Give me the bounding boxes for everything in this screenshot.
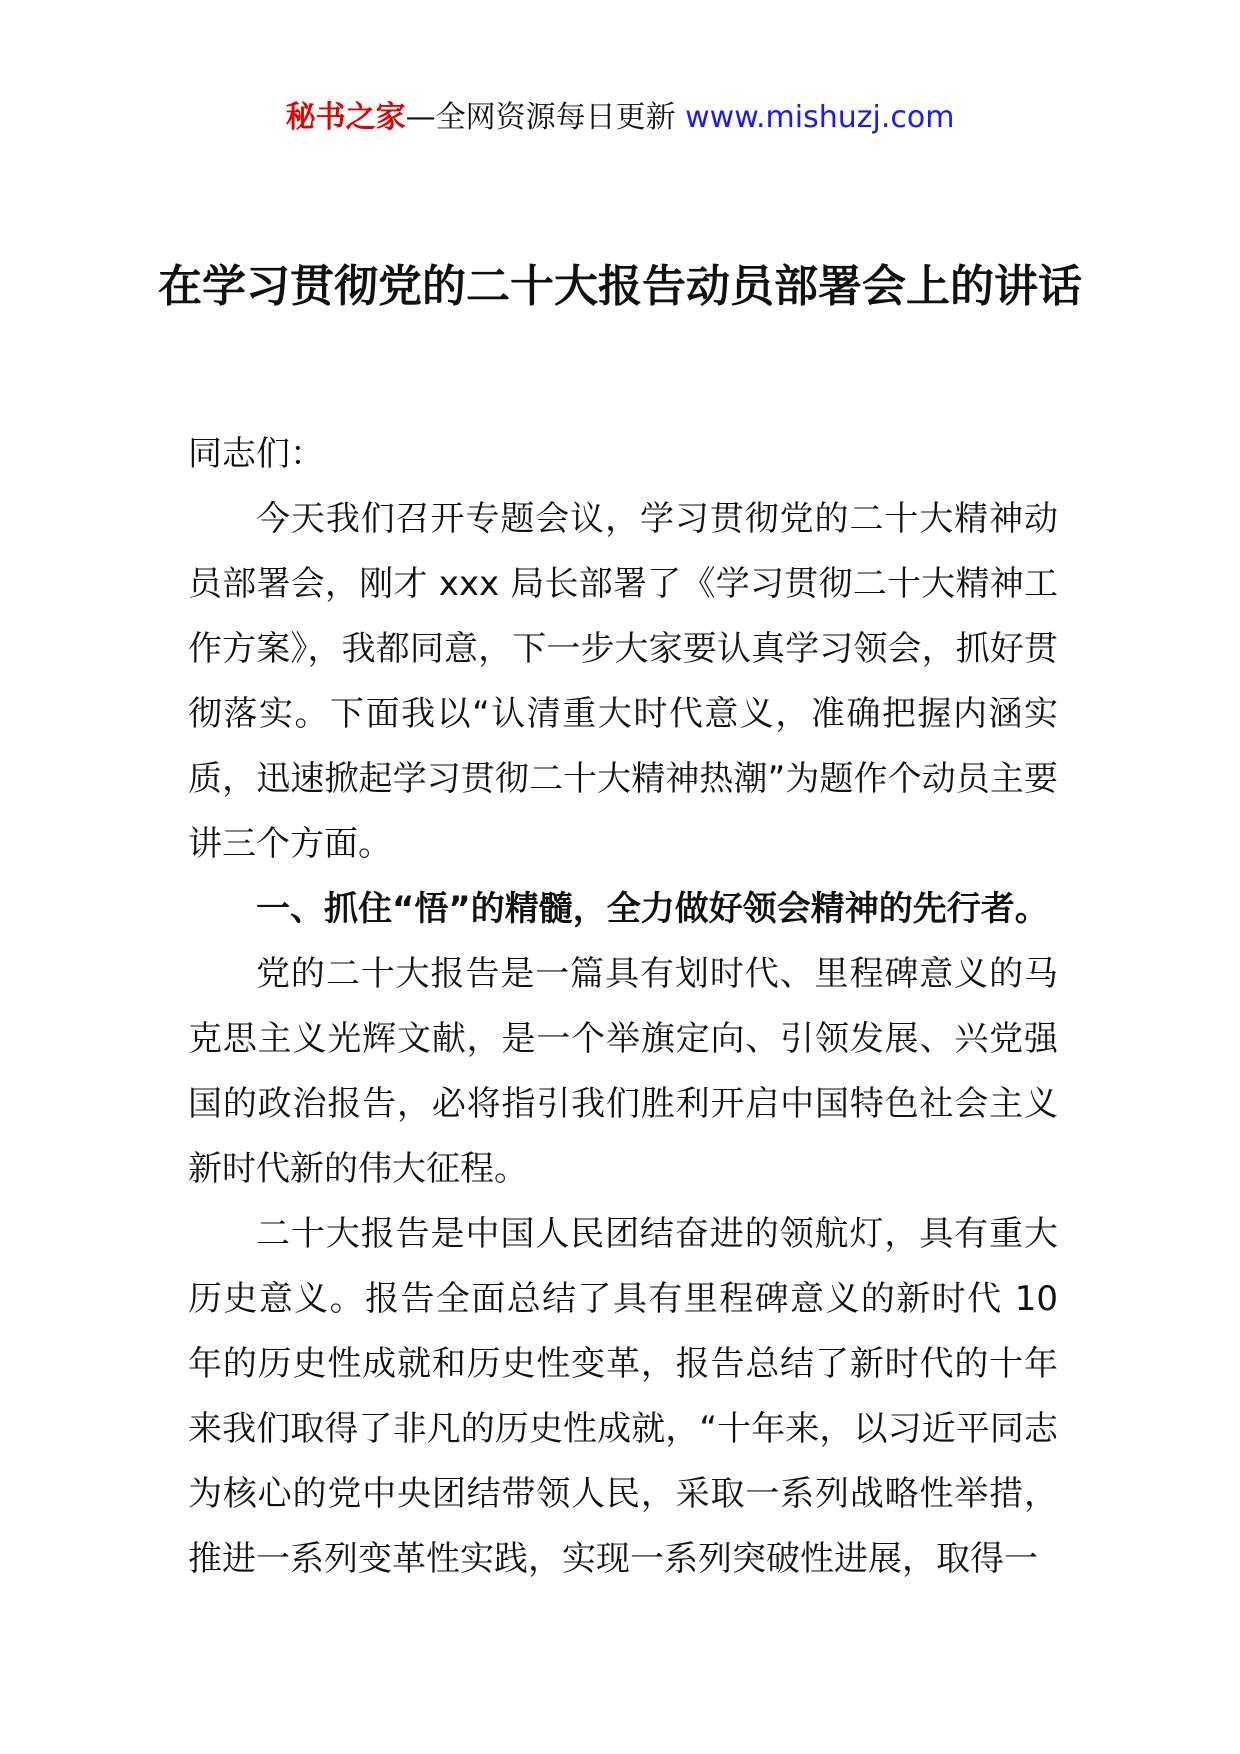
site-url-link[interactable]: www.mishuzj.com xyxy=(685,100,955,135)
salutation: 同志们： xyxy=(188,434,324,474)
paragraph: 党的二十大报告是一篇具有划时代、里程碑意义的马克思主义光辉文献，是一个举旗定向、引领发展、兴党强国的政治报告，必将指引我们胜利开启中国特色社会主义新时代新的伟大征程。 xyxy=(188,954,1058,1189)
section-heading: 一、抓住“悟”的精髓，全力做好领会精神的先行者。 xyxy=(256,889,1049,929)
paragraph: 二十大报告是中国人民团结奋进的领航灯，具有重大历史意义。报告全面总结了具有里程碑意义的新时代 10 年的历史性成就和历史性变革，报告总结了新时代的十年来我们取得了非凡的历史性成就，“十年来，以习近平同志为核心的党中央团结带领人民，采取一系列战略性举措，推进一系列变革性实践，实现一系列突破性进展，取得一 xyxy=(188,1214,1058,1579)
site-header xyxy=(0,98,1240,138)
brand-name: 秘书之家 xyxy=(285,100,406,135)
paragraph: 今天我们召开专题会议，学习贯彻党的二十大精神动员部署会，刚才 xxx 局长部署了《学习贯彻二十大精神工作方案》，我都同意，下一步大家要认真学习领会，抓好贯彻落实。下面我以“认清重大时代意义，准确把握内涵实质，迅速掀起学习贯彻二十大精神热潮”为题作个动员主要讲三个方面。 xyxy=(188,499,1058,864)
site-tagline: —全网资源每日更新 xyxy=(405,100,686,135)
document-body xyxy=(188,422,1058,1592)
document-title: 在学习贯彻党的二十大报告动员部署会上的讲话 xyxy=(158,261,1082,312)
